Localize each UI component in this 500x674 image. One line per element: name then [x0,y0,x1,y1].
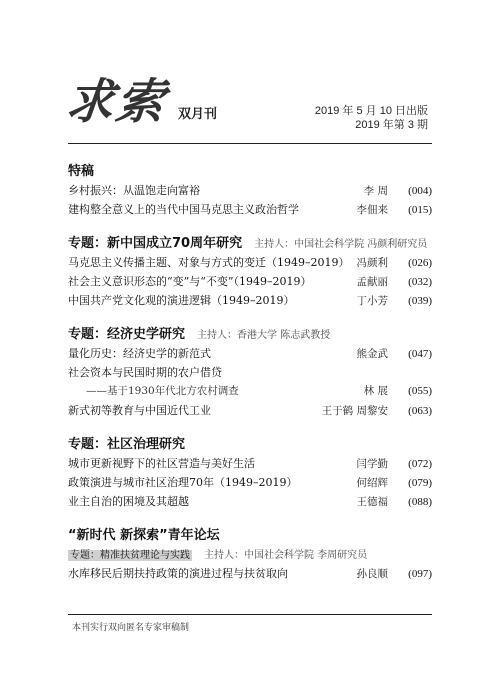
article-author: 王于鹤 周黎安 [321,405,388,417]
toc-section [68,524,432,584]
article-title: 建构整全意义上的当代中国马克思主义政治哲学 [68,203,299,216]
section-header [68,160,432,182]
article-author: 冯颜利 [356,257,388,269]
article-title [68,546,192,561]
toc-entry[interactable] [68,402,432,421]
journal-title: 求索 [63,74,169,130]
page-number: (032) [408,276,432,288]
page-number: (088) [408,496,432,508]
section-host: 主持人：中国社会科学院 冯颜利研究员 [254,239,428,250]
toc-entry[interactable] [68,493,432,512]
toc-entry[interactable] [68,345,432,364]
page-number: (047) [408,348,432,360]
toc-entry[interactable] [68,474,432,493]
section-title: “新时代 新探索”青年论坛 [68,528,220,543]
toc-entry[interactable] [68,546,432,565]
section-title: 专题：新中国成立70周年研究 [68,236,243,251]
issue-number: 2019 年第 3 期 [355,119,428,131]
article-title: 社会资本与民国时期的农户借贷 [68,366,222,379]
article-author: 林 展 [363,385,388,397]
toc-entry[interactable] [68,254,432,273]
page-number: (055) [408,385,432,397]
toc-entry[interactable] [68,565,432,584]
article-title: ——基于1930年代北方农村调查 [86,385,239,397]
article-title: 量化历史：经济史学的新范式 [68,347,211,360]
publish-date: 2019 年 5 月 10 日出版 [314,105,428,117]
article-author: 李佃来 [356,204,388,216]
article-author: 何绍辉 [356,477,388,489]
toc-section [68,323,432,421]
article-author: 孟献丽 [356,276,388,288]
article-author: 闫学勤 [356,458,388,470]
page-number: (026) [408,257,432,269]
page-number: (063) [408,405,432,417]
section-header [68,433,432,455]
article-title: 新式初等教育与中国近代工业 [68,404,211,417]
review-note: 本刊实行双向匿名专家审稿制 [72,623,190,633]
article-title: 城市更新视野下的社区营造与美好生活 [68,457,255,470]
article-title: 业主自治的困境及其超越 [68,495,189,508]
article-author: 李 周 [363,185,388,197]
table-of-contents [68,160,432,596]
toc-entry[interactable] [68,292,432,311]
page-number: (015) [408,204,432,216]
article-title: 乡村振兴：从温饱走向富裕 [68,184,200,197]
toc-entry[interactable] [68,364,432,383]
article-title: 水库移民后期扶持政策的演进过程与扶贫取向 [68,567,288,580]
journal-logo [63,62,218,130]
page-number: (072) [408,458,432,470]
section-title: 特稿 [68,164,95,179]
issue-info [315,104,428,132]
article-title: 中国共产党文化观的演进逻辑（1949–2019） [68,294,295,307]
article-title: 政策演进与城市社区治理70年（1949–2019） [68,476,298,489]
toc-entry[interactable] [68,273,432,292]
article-author: 主持人：中国社会科学院 李周研究员 [204,550,368,561]
article-author: 熊金武 [356,348,388,360]
article-author: 王德福 [356,496,388,508]
article-author: 丁小芳 [356,295,388,307]
toc-entry[interactable] [68,182,432,201]
page-number: (097) [408,568,432,580]
toc-section [68,433,432,512]
highlighted-topic: 专题：精准扶贫理论与实践 [70,550,190,561]
footer-divider [68,614,432,615]
toc-section [68,160,432,220]
toc-entry[interactable] [68,383,432,402]
masthead-divider [68,143,432,144]
article-author: 孙良顺 [356,568,388,580]
section-header [68,524,432,546]
page-number: (079) [408,477,432,489]
section-title: 专题：经济史学研究 [68,327,186,342]
toc-section [68,232,432,311]
section-title: 专题：社区治理研究 [68,437,186,452]
section-header [68,232,432,254]
article-title: 社会主义意识形态的“变”与“不变”（1949–2019） [68,275,312,288]
toc-entry[interactable] [68,455,432,474]
page-number: (039) [408,295,432,307]
article-title: 马克思主义传播主题、对象与方式的变迁（1949–2019） [68,256,350,269]
section-host: 主持人：香港大学 陈志武教授 [197,330,331,341]
section-header [68,323,432,345]
journal-frequency: 双月刊 [178,107,218,122]
page-number: (004) [408,185,432,197]
toc-entry[interactable] [68,201,432,220]
